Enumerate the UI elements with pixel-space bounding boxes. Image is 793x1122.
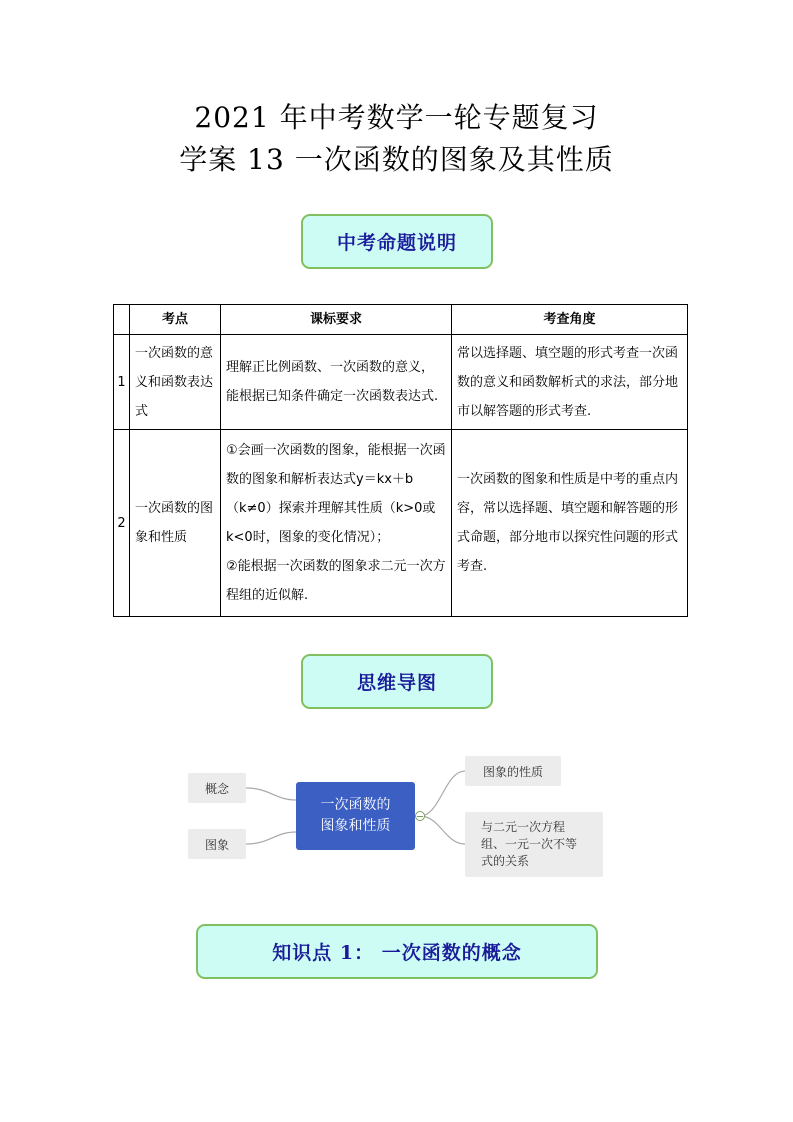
table-header-angle: 考查角度	[452, 305, 688, 335]
document-title: 2021 年中考数学一轮专题复习	[194, 101, 599, 134]
collapse-icon[interactable]	[415, 811, 425, 821]
mind-map-center-node: 一次函数的 图象和性质	[296, 782, 415, 850]
mind-map-node-graph: 图象	[188, 829, 246, 859]
mind-map-node-relations: 与二元一次方程 组、一元一次不等 式的关系	[465, 812, 603, 877]
section-header-exam-notes: 中考命题说明	[301, 214, 493, 269]
row-requirement: 理解正比例函数、一次函数的意义，能根据已知条件确定一次函数表达式.	[221, 335, 452, 430]
section-header-knowledge-point-1: 知识点 1： 一次函数的概念	[196, 924, 598, 979]
table-header-requirement: 课标要求	[221, 305, 452, 335]
row-angle: 一次函数的图象和性质是中考的重点内容，常以选择题、填空题和解答题的形式命题，部分地市以探究性问题的形式考查.	[452, 430, 688, 617]
row-topic: 一次函数的图象和性质	[130, 430, 221, 617]
row-number: 1	[114, 335, 130, 430]
row-topic: 一次函数的意义和函数表达式	[130, 335, 221, 430]
row-angle: 常以选择题、填空题的形式考查一次函数的意义和函数解析式的求法，部分地市以解答题的形式考查.	[452, 335, 688, 430]
table-header-topic: 考点	[130, 305, 221, 335]
row-number: 2	[114, 430, 130, 617]
mind-map-node-concept: 概念	[188, 773, 246, 803]
mind-map-node-properties: 图象的性质	[465, 756, 561, 786]
section-header-mind-map: 思维导图	[301, 654, 493, 709]
document-subtitle: 学案 13 一次函数的图象及其性质	[179, 143, 614, 176]
row-requirement: ①会画一次函数的图象，能根据一次函数的图象和解析表达式y＝kx＋b（k≠0）探索并理解其性质（k>0或k<0时，图象的变化情况）； ②能根据一次函数的图象求二元一次方程组的近似解.	[221, 430, 452, 617]
